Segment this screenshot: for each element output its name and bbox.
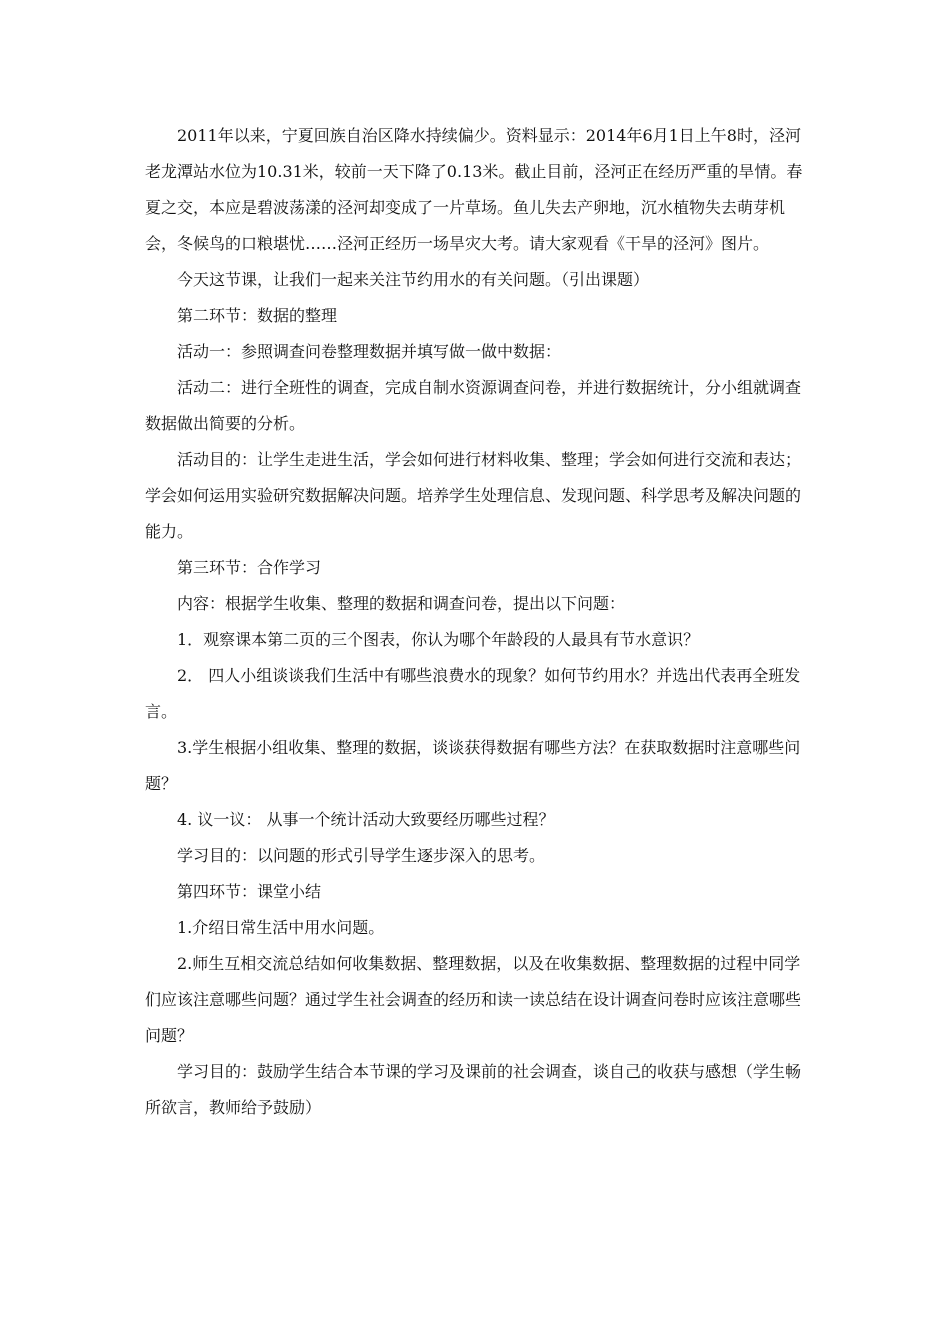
paragraph-learning-purpose-1: 学习目的：以问题的形式引导学生逐步深入的思考。 (177, 846, 546, 865)
section-heading-2: 第二环节：数据的整理 (177, 306, 338, 325)
question-item-2: 2． 四人小组谈谈我们生活中有哪些浪费水的现象？如何节约用水？并选出代表再全班发言。 (145, 666, 801, 721)
paragraph-activity-1: 活动一：参照调查问卷整理数据并填写做一做中数据： (177, 342, 562, 361)
paragraph-learning-purpose-2: 学习目的：鼓励学生结合本节课的学习及课前的社会调查，谈自己的收获与感想（学生畅所欲言，教师给予鼓励） (145, 1062, 802, 1117)
section-heading-4: 第四环节：课堂小结 (177, 882, 322, 901)
paragraph-content: 内容：根据学生收集、整理的数据和调查问卷，提出以下问题： (177, 594, 626, 613)
document-page (145, 118, 810, 1126)
paragraph-intro-drought: 2011年以来，宁夏回族自治区降水持续偏少。资料显示：2014年6月1日上午8时，泾河老龙潭站水位为10.31米，较前一天下降了0.13米。截止目前，泾河正在经历严重的旱情。春夏之交，本应是碧波荡漾的泾河却变成了一片草场。鱼儿失去产卵地，沉水植物失去萌芽机会，冬候鸟的口粮堪忧……泾河正经历一场旱灾大考。请大家观看《干旱的泾河》图片。 (145, 126, 803, 253)
question-item-3: 3.学生根据小组收集、整理的数据，谈谈获得数据有哪些方法？在获取数据时注意哪些问题？ (145, 738, 801, 793)
summary-item-2: 2.师生互相交流总结如何收集数据、整理数据，以及在收集数据、整理数据的过程中同学们应该注意哪些问题？通过学生社会调查的经历和读一读总结在设计调查问卷时应该注意哪些问题？ (145, 954, 802, 1045)
summary-item-1: 1.介绍日常生活中用水问题。 (177, 918, 385, 937)
question-item-4: 4. 议一议： 从事一个统计活动大致要经历哪些过程？ (177, 810, 555, 829)
paragraph-topic-intro: 今天这节课，让我们一起来关注节约用水的有关问题。（引出课题） (177, 270, 650, 289)
question-item-1: 1．观察课本第二页的三个图表，你认为哪个年龄段的人最具有节水意识？ (177, 630, 700, 649)
paragraph-activity-2: 活动二：进行全班性的调查，完成自制水资源调查问卷，并进行数据统计，分小组就调查数据做出简要的分析。 (145, 378, 802, 433)
paragraph-activity-purpose: 活动目的：让学生走进生活，学会如何进行材料收集、整理；学会如何进行交流和表达；学会如何运用实验研究数据解决问题。培养学生处理信息、发现问题、科学思考及解决问题的能力。 (145, 450, 802, 541)
section-heading-3: 第三环节：合作学习 (177, 558, 322, 577)
